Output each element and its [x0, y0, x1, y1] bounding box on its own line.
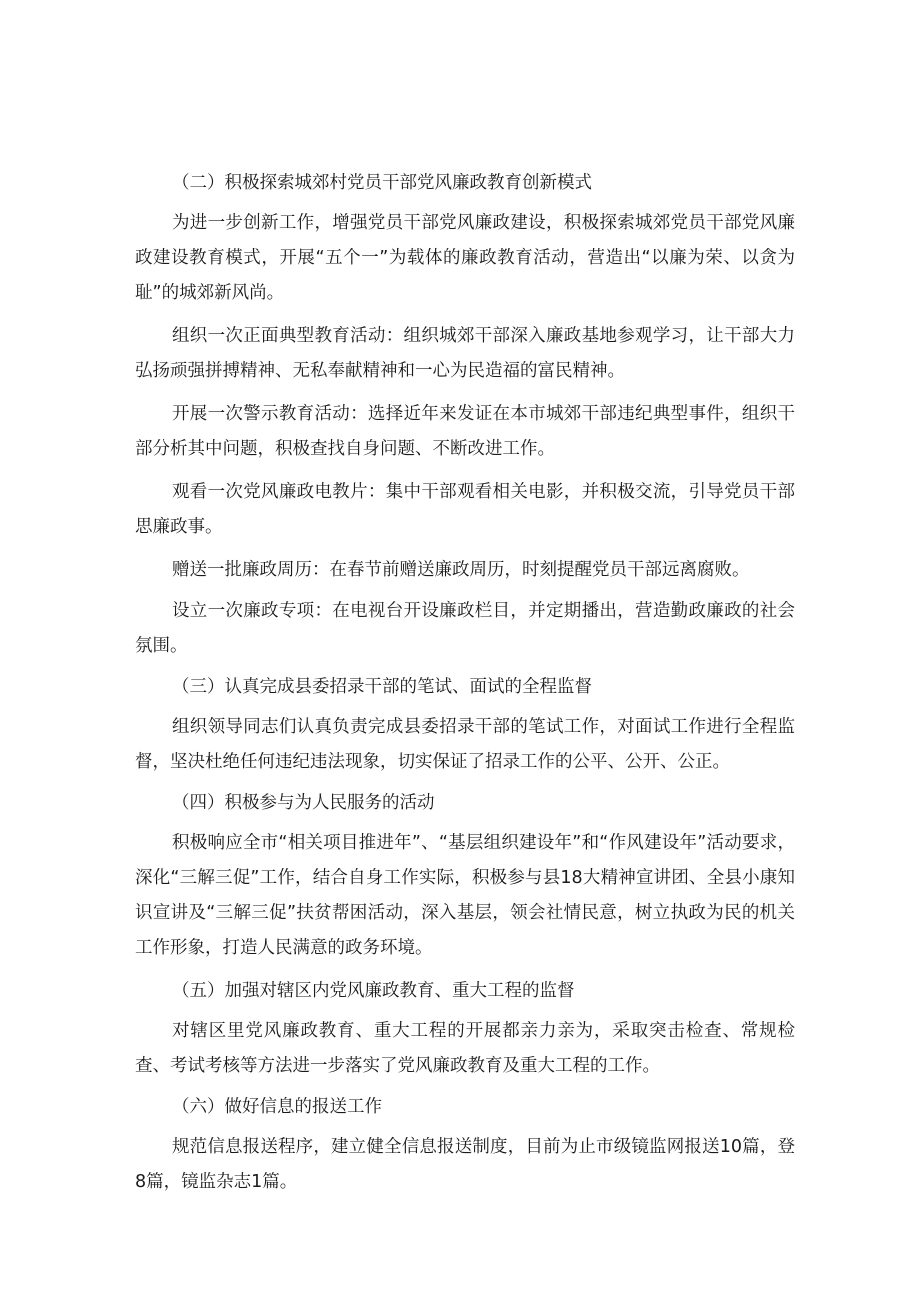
paragraph: 开展一次警示教育活动：选择近年来发证在本市城郊干部违纪典型事件，组织干部分析其中问题，积极查找自身问题、不断改进工作。 [135, 404, 795, 459]
section-heading: （五）加强对辖区内党风廉政教育、重大工程的监督 [172, 981, 575, 1001]
section-heading: （三）认真完成县委招录干部的笔试、面试的全程监督 [172, 677, 592, 697]
section-heading: （六）做好信息的报送工作 [172, 1097, 382, 1117]
paragraph: 积极响应全市“相关项目推进年”、“基层组织建设年”和“作风建设年”活动要求，深化“三解三促”工作，结合自身工作实际，积极参与县18大精神宣讲团、全县小康知识宣讲及“三解三促”扶贫帮困活动，深入基层，领会社情民意，树立执政为民的机关工作形象，打造人民满意的政务环境。 [135, 833, 795, 958]
section-heading: （二）积极探索城郊村党员干部党风廉政教育创新模式 [172, 173, 592, 193]
paragraph: 赠送一批廉政周历：在春节前赠送廉政周历，时刻提醒党员干部远离腐败。 [172, 560, 750, 580]
paragraph: 对辖区里党风廉政教育、重大工程的开展都亲力亲为，采取突击检查、常规检查、考试考核等方法进一步落实了党风廉政教育及重大工程的工作。 [135, 1021, 795, 1076]
paragraph: 设立一次廉政专项：在电视台开设廉政栏目，并定期播出，营造勤政廉政的社会氛围。 [135, 601, 795, 656]
document-body [135, 166, 795, 1200]
paragraph: 组织一次正面典型教育活动：组织城郊干部深入廉政基地参观学习，让干部大力弘扬顽强拼搏精神、无私奉献精神和一心为民造福的富民精神。 [135, 326, 795, 381]
section-heading: （四）积极参与为人民服务的活动 [172, 793, 435, 813]
paragraph: 组织领导同志们认真负责完成县委招录干部的笔试工作，对面试工作进行全程监督，坚决杜绝任何违纪违法现象，切实保证了招录工作的公平、公开、公正。 [135, 717, 795, 772]
paragraph: 为进一步创新工作，增强党员干部党风廉政建设，积极探索城郊党员干部党风廉政建设教育模式，开展“五个一”为载体的廉政教育活动，营造出“以廉为荣、以贪为耻”的城郊新风尚。 [135, 213, 795, 303]
paragraph: 规范信息报送程序，建立健全信息报送制度，目前为止市级镜监网报送10篇，登8篇，镜监杂志1篇。 [135, 1137, 795, 1192]
paragraph: 观看一次党风廉政电教片：集中干部观看相关电影，并积极交流，引导党员干部思廉政事。 [135, 482, 795, 537]
